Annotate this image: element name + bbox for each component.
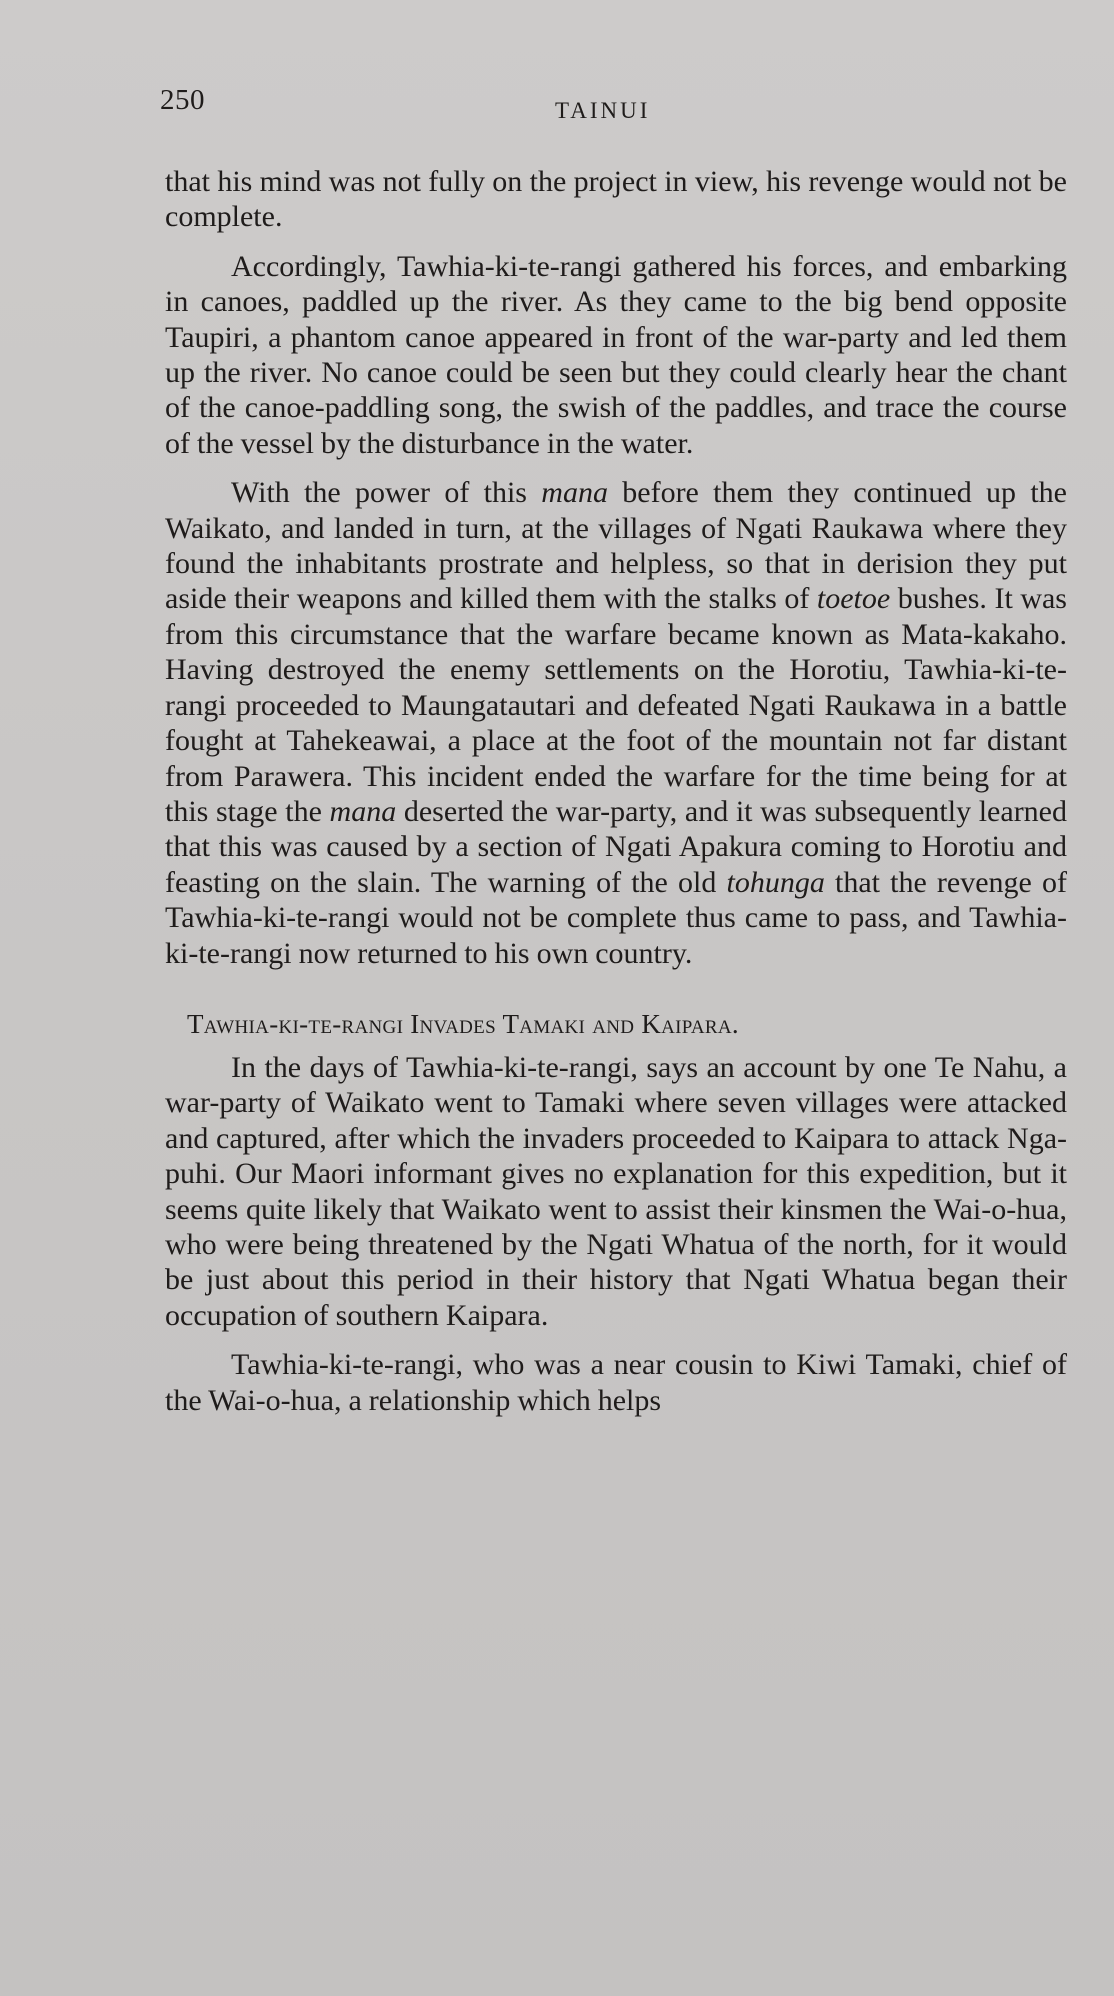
- italic-term-mana: mana: [329, 794, 397, 828]
- italic-term-toetoe: toetoe: [816, 582, 891, 616]
- italic-term-tohunga: tohunga: [726, 865, 825, 899]
- section-heading: Tawhia-ki-te-rangi Invades Tamaki and Kaipara.: [187, 1008, 739, 1039]
- text-run: before them they continued up the Waikato, and landed in turn, at the villages of Ngati Raukawa where they found the inhabitants prostrate and helpless, so that in derision they put aside their weapons and killed them with the stalks of: [165, 476, 1067, 616]
- italic-term-mana: mana: [541, 476, 608, 510]
- text-run: that the revenge of Tawhia-ki-te-rangi would not be complete thus came to pass, and Tawhia-ki-te-rangi now returned to his own country.: [165, 865, 1068, 970]
- page-number: 250: [160, 84, 205, 116]
- text-run: deserted the war-party, and it was subsequently learned that this was caused by a section of Ngati Apakura coming to Horotiu and feasting on the slain. The warning of the old: [165, 794, 1067, 899]
- paragraph-mata-kakaho: [165, 475, 1067, 971]
- text-run: With the power of this: [231, 476, 542, 510]
- paragraph-te-nahu-account: In the days of Tawhia-ki-te-rangi, says an account by one Te Nahu, a war-party of Waikato went to Tamaki where seven villages were attacked and captured, after which the invaders proceeded to Kaipara to attack Nga-puhi. Our Maori informant gives no explanation for this expedition, but it seems quite likely that Waikato went to assist their kinsmen the Wai-o-hua, who were being threatened by the Ngati Whatua of the north, for it would be just about this period in their history that Ngati Whatua began their occupation of southern Kaipara.: [165, 1050, 1067, 1332]
- paragraph-phantom-canoe: Accordingly, Tawhia-ki-te-rangi gathered his forces, and embarking in canoes, paddled up the river. As they came to the big bend opposite Taupiri, a phantom canoe appeared in front of the war-party and led them up the river. No canoe could be seen but they could clearly hear the chant of the canoe-paddling song, the swish of the paddles, and trace the course of the vessel by the disturbance in the water.: [165, 249, 1067, 460]
- paragraph-kiwi-tamaki: Tawhia-ki-te-rangi, who was a near cousin to Kiwi Tamaki, chief of the Wai-o-hua, a relationship which helps: [165, 1348, 1067, 1417]
- paragraph-continued: that his mind was not fully on the project in view, his revenge would not be complete.: [165, 165, 1067, 234]
- text-run: bushes. It was from this circumstance that the warfare became known as Mata-kakaho. Having destroyed the enemy settlements on the Horotiu, Tawhia-ki-te-rangi proceeded to Maungatautari and defeated Ngati Raukawa in a battle fought at Tahekeawai, a place at the foot of the mountain not far distant from Parawera. This incident ended the warfare for the time being for at this stage the: [165, 582, 1067, 828]
- body-text: [165, 164, 1067, 1418]
- running-title: TAINUI: [555, 98, 651, 123]
